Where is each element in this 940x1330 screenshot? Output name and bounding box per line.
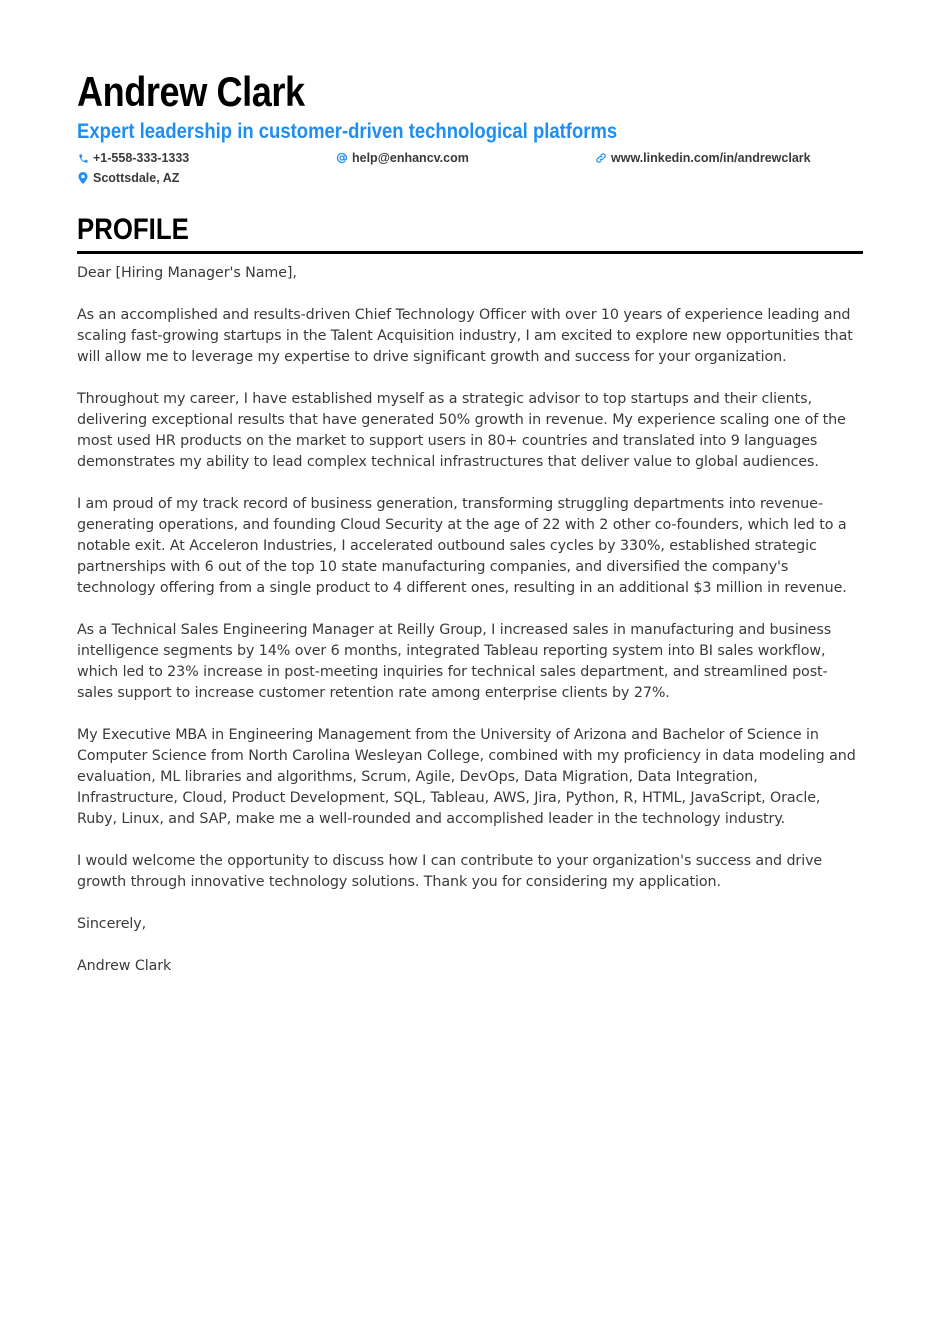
letter-paragraph: I am proud of my track record of business generation, transforming struggling departments into revenue-generating operations, and founding Cloud Security at the age of 22 with 2 other co-founders, which led to a notable exit. At Acceleron Industries, I accelerated outbound sales cycles by 330%, established strategic partnerships with 6 out of the top 10 state manufacturing companies, and diversified the company's technology offering from a single product to 4 different ones, resulting in an additional $3 million in revenue. — [77, 496, 847, 596]
contact-linkedin[interactable] — [595, 151, 811, 165]
letter-paragraph: As an accomplished and results-driven Chief Technology Officer with over 10 years of experience leading and scaling fast-growing startups in the Talent Acquisition industry, I am excited to explore new opportunities that will allow me to leverage my expertise to drive significant growth and success for your organization. — [77, 307, 853, 365]
letter-paragraph: My Executive MBA in Engineering Management from the University of Arizona and Bachelor of Science in Computer Science from North Carolina Wesleyan College, combined with my proficiency in data modeling and evaluation, ML libraries and algorithms, Scrum, Agile, DevOps, Data Migration, Data Integration, Infrastructure, Cloud, Product Development, SQL, Tableau, AWS, Jira, Python, R, HTML, JavaScript, Oracle, Ruby, Linux, and SAP, make me a well-rounded and accomplished leader in the technology industry. — [77, 727, 856, 827]
letter-paragraph: I would welcome the opportunity to discuss how I can contribute to your organization's success and drive growth through innovative technology solutions. Thank you for considering my application. — [77, 853, 823, 890]
contact-location — [77, 171, 179, 185]
letter-signature: Andrew Clark — [77, 958, 172, 974]
resume-page — [77, 66, 863, 998]
letter-paragraph: Throughout my career, I have established myself as a strategic advisor to top startups and their clients, delivering exceptional results that have generated 50% growth in revenue. My experience scaling one of the most used HR products on the market to support users in 80+ countries and translated into 9 languages demonstrates my ability to lead complex technical infrastructures that deliver value to global audiences. — [77, 391, 846, 470]
contact-phone[interactable] — [77, 151, 189, 165]
section-title-profile: PROFILE — [77, 213, 189, 246]
location-pin-icon — [77, 172, 89, 184]
email-text: help@enhancv.com — [352, 151, 469, 165]
phone-icon — [77, 152, 89, 164]
link-icon — [595, 152, 607, 164]
section-divider — [77, 251, 863, 254]
location-text: Scottsdale, AZ — [93, 171, 180, 185]
at-icon — [336, 152, 348, 164]
letter-greeting: Dear [Hiring Manager's Name], — [77, 265, 297, 281]
linkedin-text: www.linkedin.com/in/andrewclark — [611, 151, 811, 165]
letter-closing: Sincerely, — [77, 916, 147, 932]
letter-paragraph: As a Technical Sales Engineering Manager at Reilly Group, I increased sales in manufacturing and business intelligence segments by 14% over 6 months, integrated Tableau reporting system into BI sales workflow, which led to 23% increase in post-meeting inquiries for technical sales department, and streamlined post-sales support to increase customer retention rate among enterprise clients by 27%. — [77, 622, 832, 701]
contact-email[interactable] — [336, 151, 469, 165]
phone-text: +1-558-333-1333 — [93, 151, 190, 165]
headline: Expert leadership in customer-driven technological platforms — [77, 120, 618, 143]
cover-letter-body — [77, 263, 863, 977]
candidate-name: Andrew Clark — [77, 68, 305, 115]
contact-info — [77, 151, 863, 191]
